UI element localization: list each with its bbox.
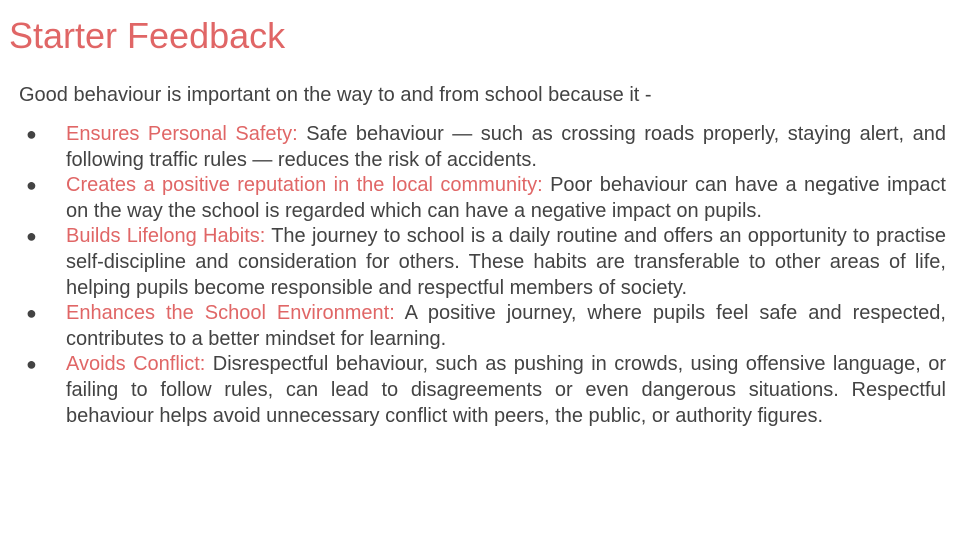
item-label: Enhances the School Environment: [66, 302, 395, 325]
item-text: Safe behaviour — such as crossing roads properly, staying alert, and following traffic rules — reduces the risk of accidents. [66, 123, 946, 171]
bullet-icon: ● [26, 303, 37, 324]
item-label: Ensures Personal Safety: [66, 123, 298, 145]
page-title: Starter Feedback [9, 15, 286, 56]
intro-text: Good behaviour is important on the way to and from school because it - [19, 84, 652, 106]
list-item [26, 173, 946, 224]
bullet-icon: ● [26, 124, 37, 144]
item-text: A positive journey, where pupils feel safe and respected, contributes to a better mindset for learning. [66, 302, 946, 350]
item-label: Builds Lifelong Habits: [66, 225, 266, 248]
item-text: The journey to school is a daily routine and offers an opportunity to practise self-discipline and consideration for others. These habits are transferable to other areas of life, helping pupils become responsible and respectful members of society. [66, 225, 946, 299]
list-item [26, 352, 946, 429]
item-text: Poor behaviour can have a negative impact on the way the school is regarded which can have a negative impact on pupils. [66, 174, 946, 222]
item-label: Avoids Conflict: [66, 353, 206, 376]
bullet-icon: ● [26, 175, 37, 196]
list-item [26, 224, 946, 301]
item-label: Creates a positive reputation in the local community: [66, 174, 543, 197]
feedback-list [26, 122, 946, 429]
list-item [26, 301, 946, 352]
bullet-icon: ● [26, 226, 37, 247]
list-item [26, 122, 946, 173]
item-text: Disrespectful behaviour, such as pushing in crowds, using offensive language, or failing to follow rules, can lead to disagreements or even dangerous situations. Respectful behaviour helps avoid unnecessary conflict with peers, the public, or authority figures. [66, 353, 946, 427]
bullet-icon: ● [26, 354, 37, 375]
